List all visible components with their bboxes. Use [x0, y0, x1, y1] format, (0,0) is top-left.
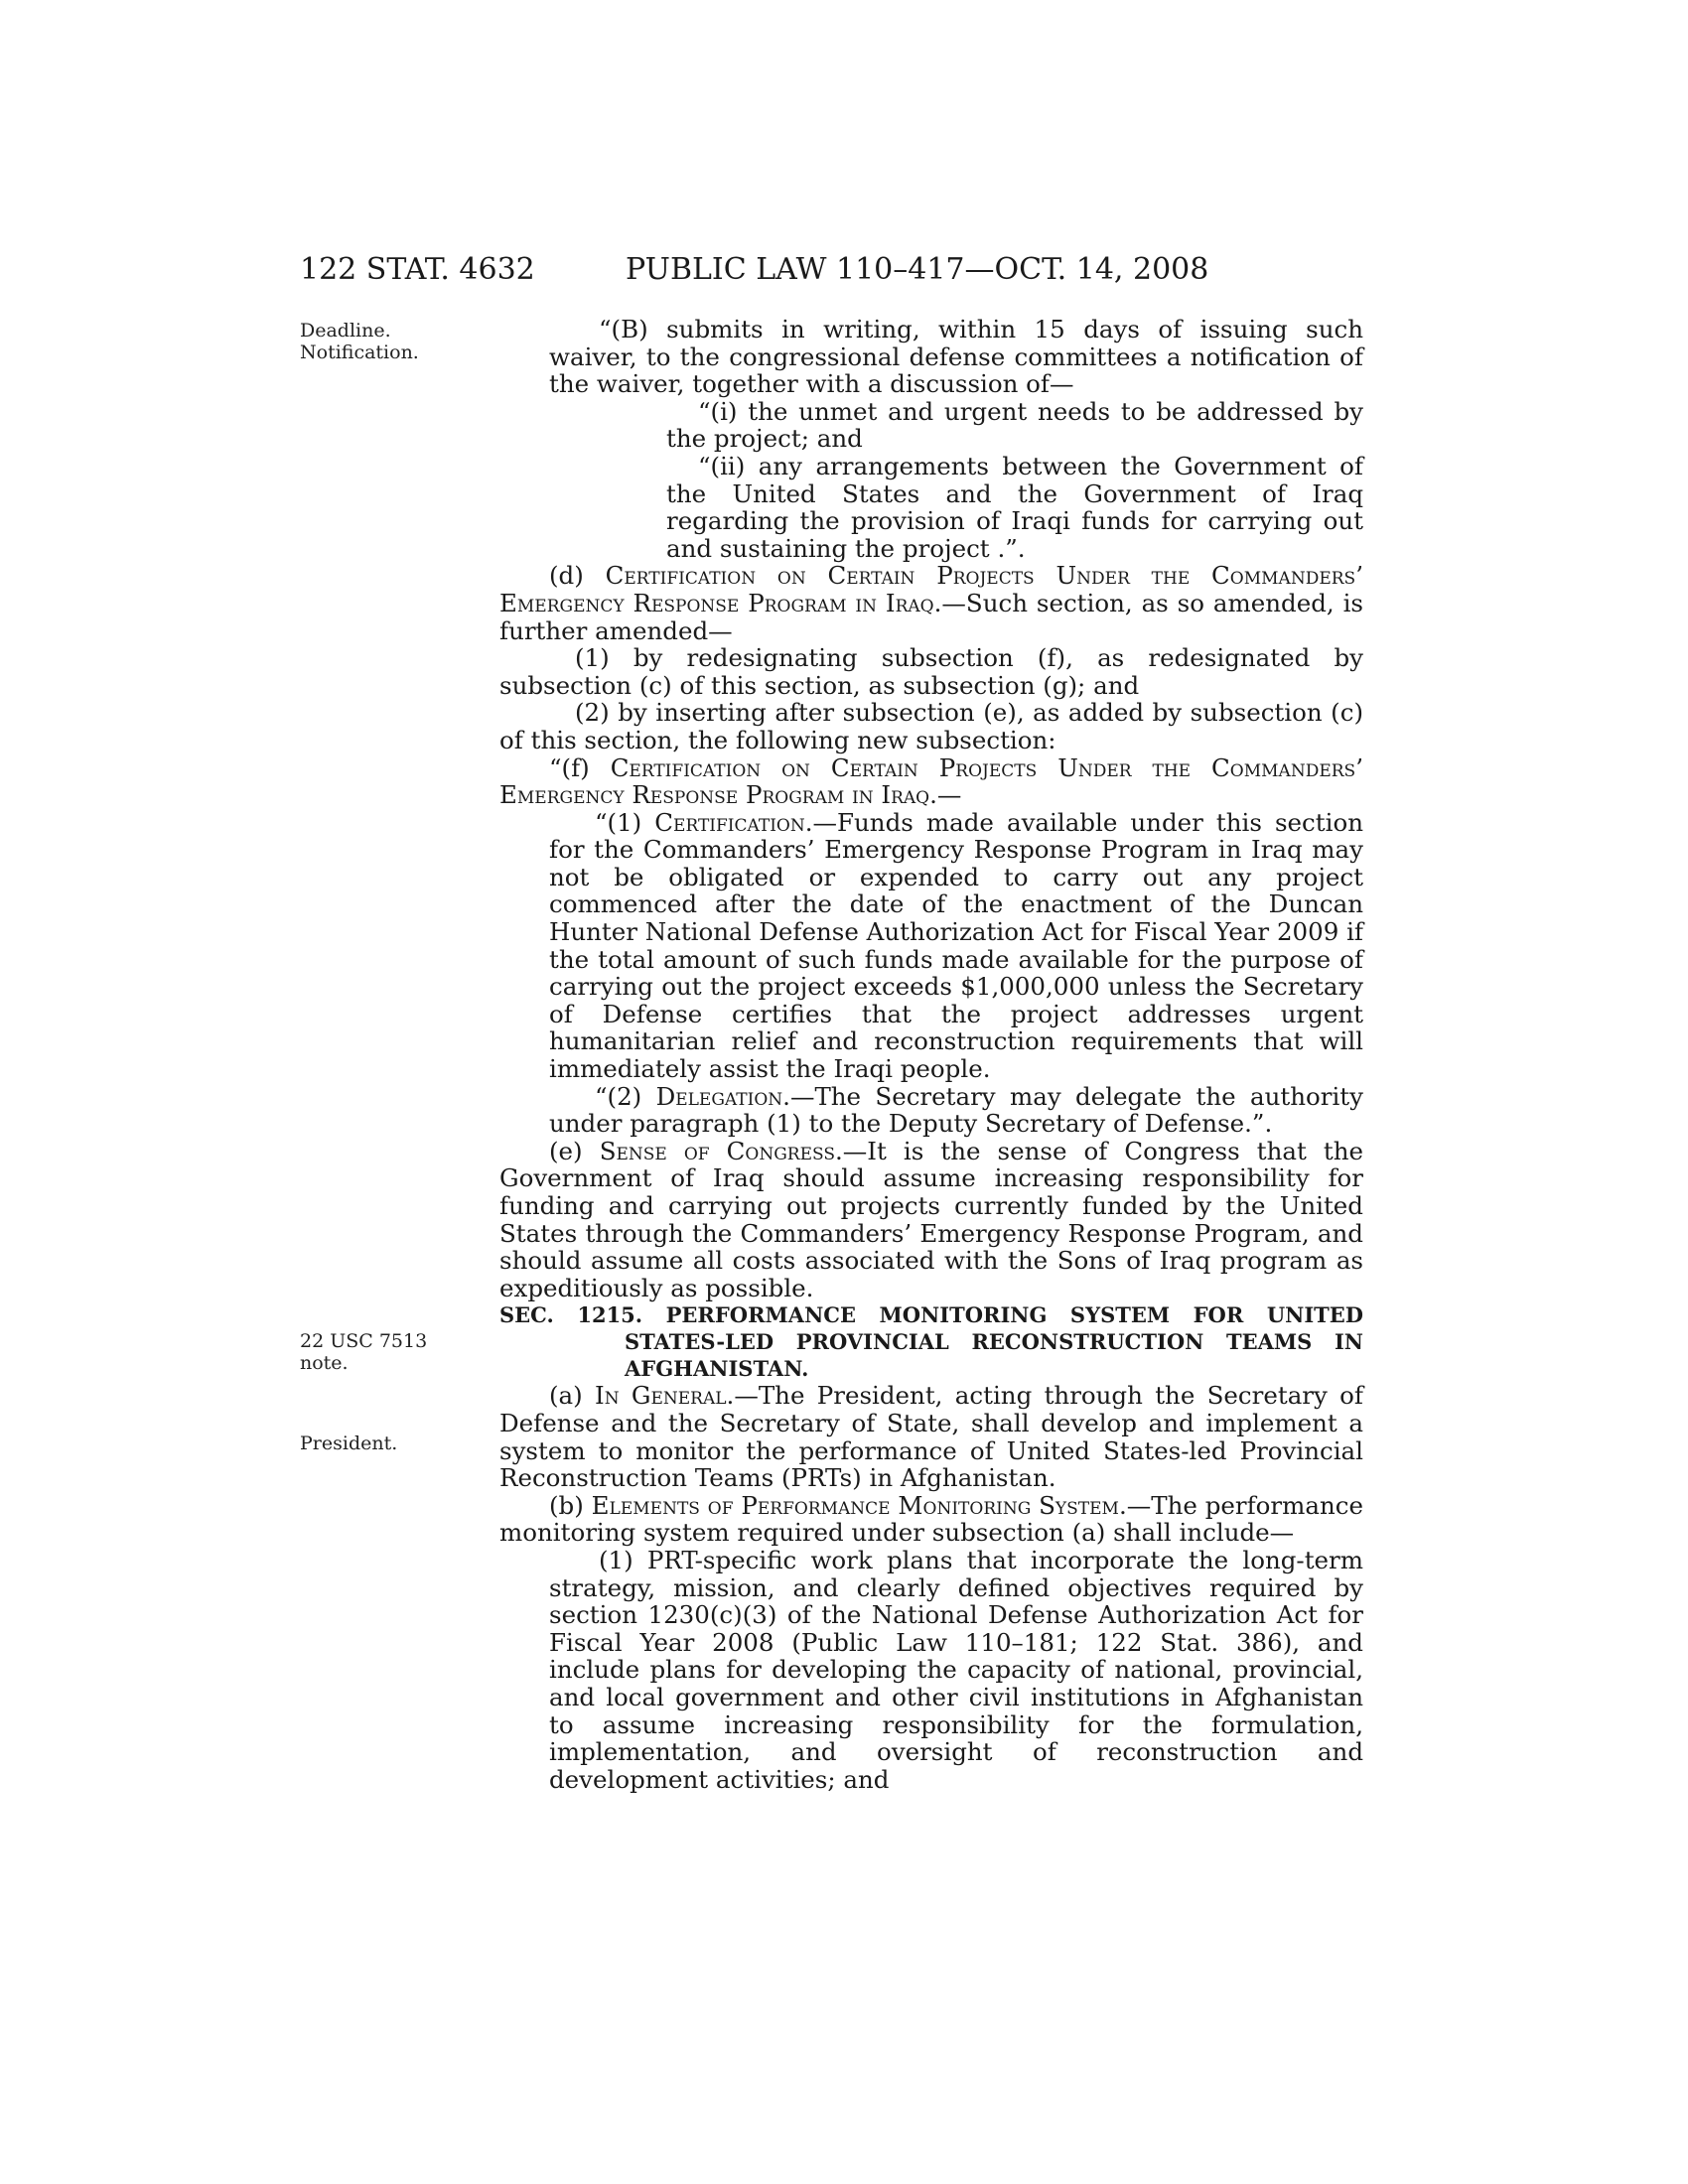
- margin-note-usc-note: note.: [300, 1352, 349, 1374]
- paragraph-f2: “(2) Delegation.—The Secretary may delegate the authority under paragraph (1) to the Deputy Secretary of Defense.”.: [549, 1081, 1363, 1139]
- subsection-a-heading: In General.: [595, 1381, 735, 1411]
- paragraph-f1: “(1) Certification.—Funds made available under this section for the Commanders’ Emergency Response Program in Iraq may not be obligated or expended to carry out any project commenced after the date of the enactment of the Duncan Hunter National Defense Authorization Act for Fiscal Year 2009 if the total amount of such funds made available for the purpose of carrying out the project exceeds $1,000,000 unless the Secretary of Defense certifies that the project addresses urgent humanitarian relief and reconstruction requirements that will immediately assist the Iraqi people.: [549, 807, 1363, 1084]
- margin-note-notification: Notification.: [300, 341, 419, 363]
- section-heading: SEC. 1215. PERFORMANCE MONITORING SYSTEM FOR UNITED STATES-LED PROVINCIAL RECONSTRUCTION TEAMS IN AFGHANISTAN.: [499, 1302, 1363, 1382]
- subsection-d: (d) Certification on Certain Projects Under the Commanders’ Emergency Response Program in Iraq.—Such section, as so amended, is further amended—: [499, 561, 1363, 645]
- subsection-d-heading: Certification on Certain Projects Under the Commanders’ Emergency Response Program in Iraq.: [499, 561, 1363, 617]
- paragraph-d2: (2) by inserting after subsection (e), as added by subsection (c) of this section, the following new subsection:: [499, 698, 1363, 754]
- subsection-a: (a) In General.—The President, acting through the Secretary of Defense and the Secretary of State, shall develop and implement a system to monitor the performance of United States-led Provincial Reconstruction Teams (PRTs) in Afghanistan.: [499, 1381, 1363, 1493]
- subsection-e: (e) Sense of Congress.—It is the sense of Congress that the Government of Iraq should assume increasing responsibility for funding and carrying out projects currently funded by the United States through the Commanders’ Emergency Response Program, and should assume all costs associated with the Sons of Iraq program as expeditiously as possible.: [499, 1136, 1364, 1302]
- subsection-b-heading: Elements of Performance Monitoring System.: [591, 1490, 1127, 1520]
- page-header: [300, 250, 1368, 290]
- subsection-f-heading: Certification on Certain Projects Under the Commanders’ Emergency Response Program in Iraq.: [499, 752, 1363, 810]
- paragraph-f1-heading: Certification.: [654, 807, 813, 837]
- clause-i: “(i) the unmet and urgent needs to be addressed by the project; and: [666, 396, 1363, 454]
- margin-note-usc: 22 USC 7513: [300, 1330, 428, 1352]
- paragraph-B: “(B) submits in writing, within 15 days of issuing such waiver, to the congressional defense committees a notification of the waiver, together with a discussion of—: [549, 315, 1363, 399]
- clause-ii: “(ii) any arrangements between the Government of the United States and the Government of Iraq regarding the provision of Iraqi funds for carrying out and sustaining the project .”.: [666, 451, 1363, 563]
- subsection-e-heading: Sense of Congress.: [599, 1136, 843, 1165]
- paragraph-f2-heading: Delegation.: [655, 1081, 790, 1111]
- statute-body: [499, 316, 1363, 1793]
- stat-page-number: 122 STAT. 4632: [300, 252, 535, 287]
- margin-note-president: President.: [300, 1433, 398, 1454]
- subsection-b: (b) Elements of Performance Monitoring System.—The performance monitoring system required under subsection (a) shall include—: [499, 1490, 1363, 1548]
- new-subsection-f: “(f) Certification on Certain Projects Under the Commanders’ Emergency Response Program in Iraq.—: [499, 752, 1363, 810]
- paragraph-d1: (1) by redesignating subsection (f), as redesignated by subsection (c) of this section, as subsection (g); and: [499, 643, 1363, 700]
- public-law-citation: PUBLIC LAW 110–417—OCT. 14, 2008: [626, 252, 1209, 287]
- paragraph-b1: (1) PRT-specific work plans that incorporate the long-term strategy, mission, and clearly defined objectives required by section 1230(c)(3) of the National Defense Authorization Act for Fiscal Year 2008 (Public Law 110–181; 122 Stat. 386), and include plans for developing the capacity of national, provincial, and local government and other civil institutions in Afghanistan to assume increasing responsibility for the formulation, implementation, and oversight of reconstruction and development activities; and: [549, 1545, 1363, 1794]
- margin-note-deadline: Deadline.: [300, 320, 391, 341]
